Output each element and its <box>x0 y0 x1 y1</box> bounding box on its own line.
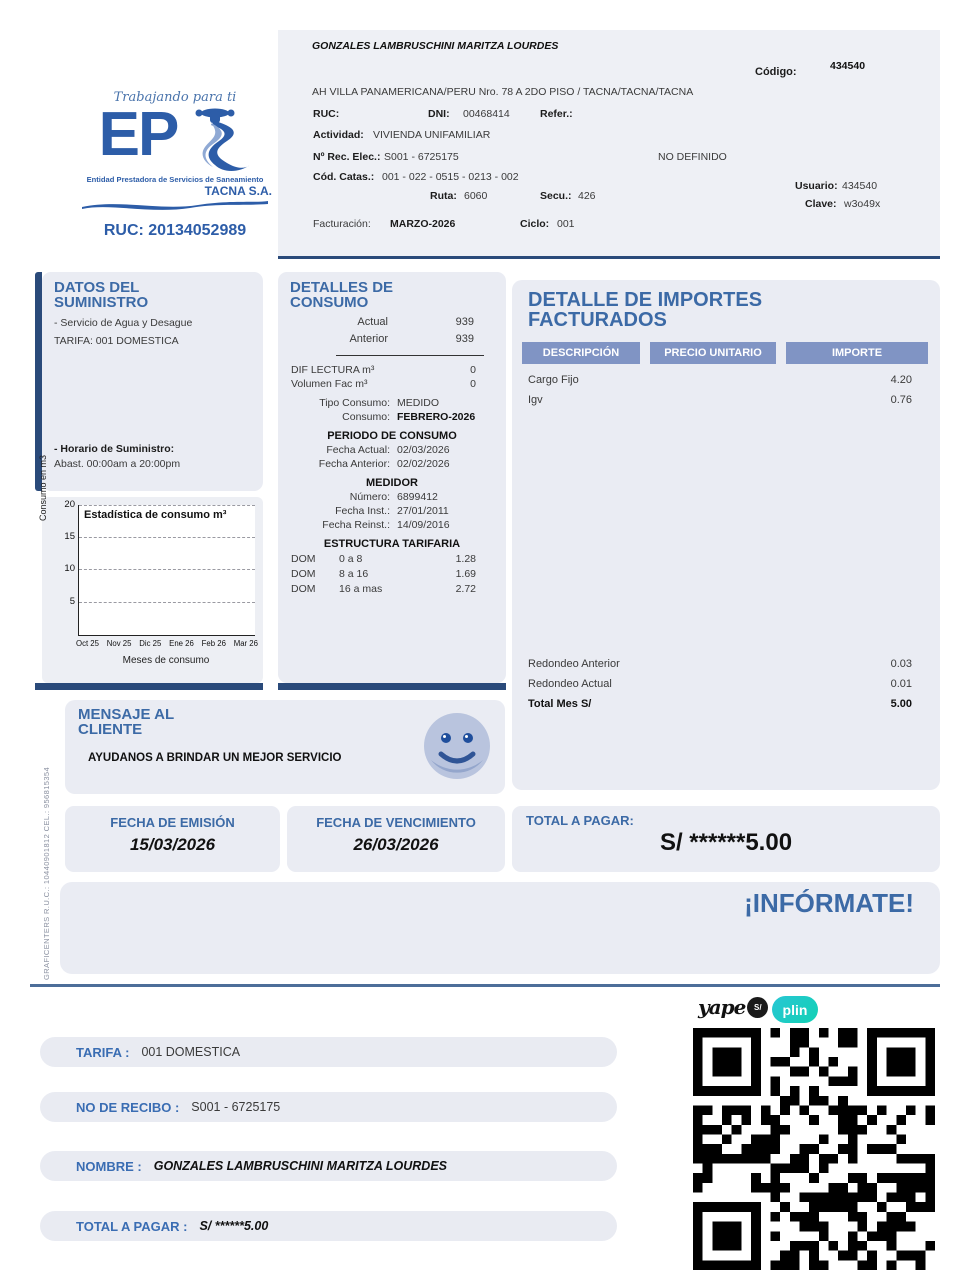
vol-value: 0 <box>470 377 476 390</box>
xtick: Oct 25 <box>76 639 99 648</box>
fecha-actual-value: 02/03/2026 <box>397 443 450 456</box>
xtick: Dic 25 <box>139 639 162 648</box>
ytick-5: 5 <box>69 596 75 607</box>
fecha-vencimiento-value: 26/03/2026 <box>353 835 439 855</box>
ruc-label: RUC: <box>313 108 340 120</box>
total-a-pagar-value: S/ ******5.00 <box>659 829 793 857</box>
xtick: Ene 26 <box>169 639 194 648</box>
tarifa-row: DOM 8 a 16 1.69 <box>291 567 476 580</box>
tarifa-line: TARIFA: 001 DOMESTICA <box>54 334 179 347</box>
consumo-mes-label: Consumo: <box>342 410 390 423</box>
usuario-value: 434540 <box>842 180 878 192</box>
col-importe: IMPORTE <box>786 342 928 364</box>
ytick-20: 20 <box>64 499 75 510</box>
logo-ruc: RUC: 20134052989 <box>103 222 247 239</box>
facturacion-value: MARZO-2026 <box>390 218 456 230</box>
yape-text: yape <box>698 995 746 1019</box>
plin-logo: plin <box>772 996 818 1023</box>
faucet-swoosh-icon <box>177 107 251 173</box>
fecha-reinst-value: 14/09/2016 <box>397 518 450 531</box>
chart-bottom-accent <box>35 683 263 690</box>
footer-recibo-label: NO DE RECIBO : <box>76 1099 180 1115</box>
logo-tagline: Trabajando para ti <box>113 90 237 105</box>
ciclo-label: Ciclo: <box>520 218 550 230</box>
importe-row: Cargo Fijo 4.20 <box>528 374 912 386</box>
fecha-emision-value: 15/03/2026 <box>129 835 216 855</box>
dni-label: DNI: <box>428 108 450 120</box>
fecha-reinst-label: Fecha Reinst.: <box>322 518 390 531</box>
catas-label: Cód. Catas.: <box>313 171 375 183</box>
logo-subtitle: Entidad Prestadora de Servicios de Saneamiento <box>86 175 264 184</box>
medidor-numero-label: Número: <box>349 490 390 503</box>
footer-total-value: S/ ******5.00 <box>199 1219 269 1233</box>
footer-total-label: TOTAL A PAGAR : <box>76 1218 188 1234</box>
facturacion-label: Facturación: <box>313 218 371 230</box>
xtick: Feb 26 <box>201 639 226 648</box>
fecha-actual-label: Fecha Actual: <box>326 443 390 456</box>
total-mes-row: Total Mes S/ 5.00 <box>528 698 912 710</box>
footer-divider <box>30 984 940 987</box>
clave-label: Clave: <box>805 198 837 210</box>
chart-title: Estadística de consumo m³ <box>84 509 227 521</box>
importes-title: DETALLE DE IMPORTES FACTURADOS <box>528 289 763 332</box>
footer-row-tarifa <box>40 1037 617 1067</box>
vol-label: Volumen Fac m³ <box>291 377 368 390</box>
total-a-pagar-box <box>512 806 940 872</box>
medidor-title: MEDIDOR <box>366 476 418 489</box>
mensaje-title: MENSAJE AL CLIENTE <box>78 706 174 739</box>
dif-label: DIF LECTURA m³ <box>291 363 375 376</box>
mensaje-body: AYUDANOS A BRINDAR UN MEJOR SERVICIO <box>88 751 342 764</box>
codigo-label: Código: <box>755 66 797 78</box>
footer-tarifa-value: 001 DOMESTICA <box>141 1045 241 1059</box>
informate-panel <box>60 882 940 974</box>
fecha-vencimiento-label: FECHA DE VENCIMIENTO <box>316 815 476 830</box>
fecha-inst-label: Fecha Inst.: <box>335 504 390 517</box>
eps-logo <box>70 90 280 240</box>
fecha-emision-box <box>65 806 280 872</box>
footer-row-nombre <box>40 1151 617 1181</box>
horario-label: - Horario de Suministro: <box>54 442 175 455</box>
refer-label: Refer.: <box>540 108 573 120</box>
fecha-anterior-label: Fecha Anterior: <box>318 457 390 470</box>
ruta-value: 6060 <box>464 190 488 202</box>
reading-separator <box>336 355 484 356</box>
actual-value: 939 <box>455 315 474 328</box>
tipo-consumo-value: MEDIDO <box>397 396 439 409</box>
catas-value: 001 - 022 - 0515 - 0213 - 002 <box>382 171 519 183</box>
footer-nombre-value: GONZALES LAMBRUSCHINI MARITZA LOURDES <box>153 1159 447 1173</box>
col-descripcion: DESCRIPCIÓN <box>522 342 640 364</box>
datos-title: DATOS DEL SUMINISTRO <box>54 279 149 312</box>
informate-text: ¡INFÓRMATE! <box>744 888 914 918</box>
footer-nombre-label: NOMBRE : <box>76 1158 142 1174</box>
printer-note: GRAFICENTERS R.U.C.: 10440901812 CEL.: 956815354 <box>42 766 51 980</box>
total-a-pagar-label: TOTAL A PAGAR: <box>526 813 634 828</box>
tarifa-row: DOM 16 a mas 2.72 <box>291 582 476 595</box>
actual-label: Actual <box>357 315 388 328</box>
actividad-value: VIVIENDA UNIFAMILIAR <box>373 129 491 141</box>
yape-logo <box>698 995 768 1019</box>
ciclo-value: 001 <box>557 218 575 230</box>
consumo-title: DETALLES DE CONSUMO <box>290 279 394 312</box>
no-definido: NO DEFINIDO <box>658 151 727 163</box>
footer-row-recibo <box>40 1092 617 1122</box>
mensaje-panel <box>65 700 505 794</box>
logo-wave-icon <box>80 199 270 211</box>
secu-value: 426 <box>578 190 596 202</box>
footer-row-total <box>40 1211 617 1241</box>
customer-address: AH VILLA PANAMERICANA/PERU Nro. 78 A 2DO PISO / TACNA/TACNA/TACNA <box>312 86 694 98</box>
fecha-emision-label: FECHA DE EMISIÓN <box>110 815 235 830</box>
tarifa-row: DOM 0 a 8 1.28 <box>291 552 476 565</box>
fecha-inst-value: 27/01/2011 <box>397 504 449 517</box>
periodo-title: PERIODO DE CONSUMO <box>327 429 457 442</box>
datos-suministro-panel <box>42 272 263 491</box>
usuario-label: Usuario: <box>795 180 838 192</box>
fecha-vencimiento-box <box>287 806 505 872</box>
yape-badge-icon: S/ <box>747 997 768 1018</box>
tipo-consumo-label: Tipo Consumo: <box>319 396 390 409</box>
ruta-label: Ruta: <box>430 190 457 202</box>
anterior-label: Anterior <box>349 332 388 345</box>
chart-xlabel: Meses de consumo <box>122 655 210 666</box>
chart-ylabel: Consumo en m3 <box>38 454 48 522</box>
medidor-numero-value: 6899412 <box>397 490 438 503</box>
dni-value: 00468414 <box>463 108 510 120</box>
footer-recibo-value: S001 - 6725175 <box>191 1100 281 1114</box>
customer-name: GONZALES LAMBRUSCHINI MARITZA LOURDES <box>312 40 559 52</box>
rec-elec-label: Nº Rec. Elec.: <box>313 151 381 163</box>
consumo-mes-value: FEBRERO-2026 <box>397 410 476 423</box>
rec-elec-value: S001 - 6725175 <box>384 151 459 163</box>
consumo-bottom-accent <box>278 683 506 690</box>
importe-row: Redondeo Anterior 0.03 <box>528 658 912 670</box>
estructura-title: ESTRUCTURA TARIFARIA <box>323 537 461 550</box>
clave-value: w3o49x <box>844 198 881 210</box>
anterior-value: 939 <box>455 332 474 345</box>
logo-eps-text: EP <box>98 100 178 169</box>
importe-row: Redondeo Actual 0.01 <box>528 678 912 690</box>
xtick: Nov 25 <box>106 639 132 648</box>
detalles-consumo-panel <box>278 272 506 683</box>
codigo-value: 434540 <box>830 60 866 72</box>
fecha-anterior-value: 02/02/2026 <box>397 457 450 470</box>
actividad-label: Actividad: <box>313 129 364 141</box>
dif-value: 0 <box>470 363 476 376</box>
logo-city: TACNA S.A. <box>204 184 272 198</box>
col-precio-unitario: PRECIO UNITARIO <box>650 342 776 364</box>
ytick-10: 10 <box>64 563 75 574</box>
chart-xticks <box>76 639 258 648</box>
importes-header-row <box>518 342 928 364</box>
xtick: Mar 26 <box>233 639 258 648</box>
smiley-icon <box>421 710 493 782</box>
horario-value: Abast. 00:00am a 20:00pm <box>54 457 181 470</box>
importes-panel <box>512 280 940 790</box>
customer-info-panel <box>278 30 940 259</box>
importe-row: Igv 0.76 <box>528 394 912 406</box>
qr-code <box>690 1028 938 1270</box>
footer-tarifa-label: TARIFA : <box>76 1044 130 1060</box>
ytick-15: 15 <box>64 531 75 542</box>
secu-label: Secu.: <box>540 190 572 202</box>
chart-bars <box>78 505 254 635</box>
servicio-line: - Servicio de Agua y Desague <box>54 316 193 329</box>
